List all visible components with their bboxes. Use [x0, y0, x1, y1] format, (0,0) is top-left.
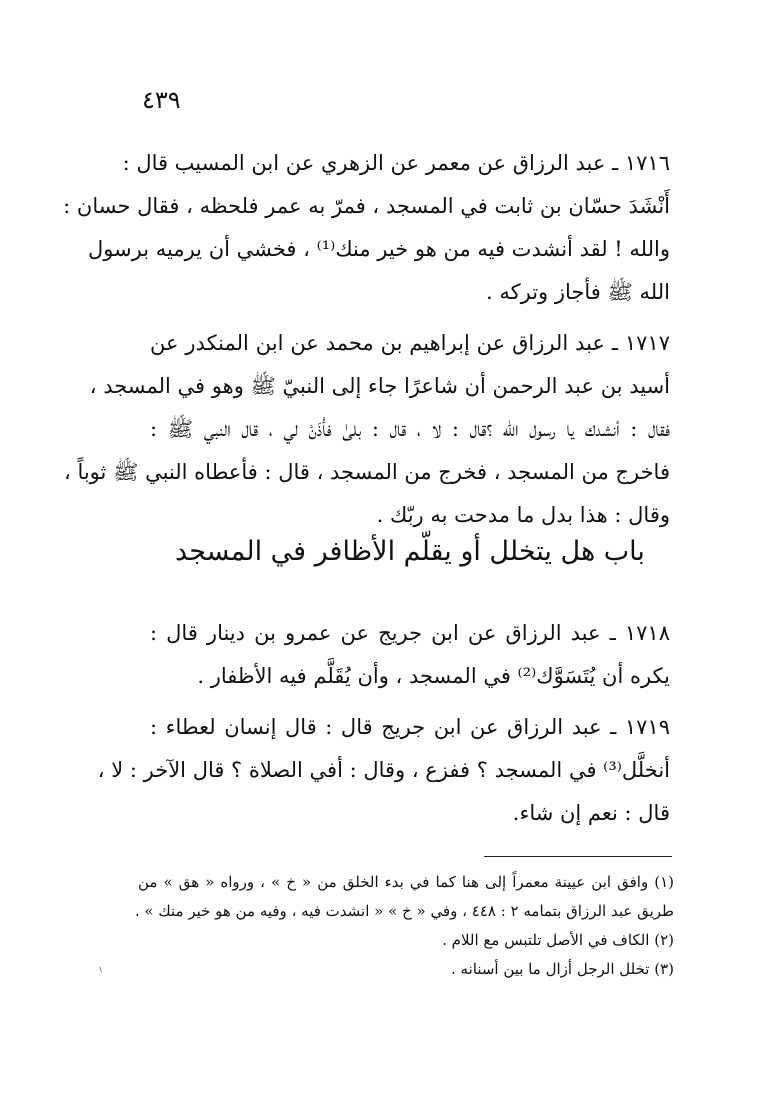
footnote-line: (١) وافق ابن عيينة معمراً إلى هنا كما في بدء الخلق من « خ » ، ورواه « هق » من [138, 873, 674, 891]
text-line: ١٧١٦ ـ عبد الرزاق عن معمر عن الزهري عن ابن المسيب قال : [122, 151, 670, 175]
text-line: قال : نعم إن شاء. [512, 801, 670, 825]
text-line: فقال : أنشدك يا رسول الله ؟قال : لا ، قال : بلىٰ فأْذَنْ لي ، قال النبي ﷺ : [150, 417, 670, 441]
hadith-1717 [63, 322, 670, 537]
text-line: الله ﷺ فأجاز وتركه . [486, 280, 670, 304]
text-line: أنخلَّل⁽³⁾ في المسجد ؟ ففزع ، وقال : أفي الصلاة ؟ قال الآخر : لا ، [97, 758, 670, 782]
text-line: ١٧١٩ ـ عبد الرزاق عن ابن جريج قال : قال إنسان لعطاء : [150, 715, 670, 739]
footnote-line: (٢) الكاف في الأصل تلتبس مع اللام . [442, 931, 674, 949]
hadith-1719 [97, 706, 670, 835]
text-line: ١٧١٧ ـ عبد الرزاق عن إبراهيم بن محمد عن ابن المنكدر عن [150, 331, 670, 355]
scan-mark [99, 965, 105, 972]
text-line: والله ! لقد أنشدت فيه من هو خير منك⁽¹⁾ ، فخشي أن يرميه برسول [87, 237, 670, 261]
text-line: فاخرج من المسجد ، فخرج من المسجد ، قال : فأعطاه النبي ﷺ ثوباً ، [63, 460, 670, 484]
text-line: يكره أن يُتَسَوَّك⁽²⁾ في المسجد ، وأن يُقَلَّم فيه الأظفار . [197, 664, 670, 688]
page-number: ٤٣٩ [142, 86, 181, 114]
text-line: أسيد بن عبد الرحمن أن شاعرًا جاء إلى النبيّ ﷺ وهو في المسجد ، [89, 374, 670, 398]
text-line: ١٧١٨ ـ عبد الرزاق عن ابن جريج عن عمرو بن دينار قال : [150, 621, 670, 645]
footnotes [134, 868, 674, 984]
footnote-divider [484, 856, 672, 857]
hadith-1718 [150, 612, 670, 698]
text-line: أَنْشَدَ حسّان بن ثابت في المسجد ، فمرّ به عمر فلحظه ، فقال حسان : [63, 194, 670, 218]
text-line: وقال : هذا بدل ما مدحت به ربّك . [376, 503, 670, 527]
chapter-heading: باب هل يتخلل أو يقلّم الأظافر في المسجد [175, 536, 645, 567]
footnote-line: (٣) تخلل الرجل أزال ما بين أسنانه . [451, 960, 674, 978]
hadith-1716 [63, 142, 670, 314]
footnote-line: طريق عبد الرزاق بتمامه ٢ : ٤٤٨ ، وفي « خ » « انشدت فيه ، وفيه من هو خير منك » . [134, 902, 674, 920]
